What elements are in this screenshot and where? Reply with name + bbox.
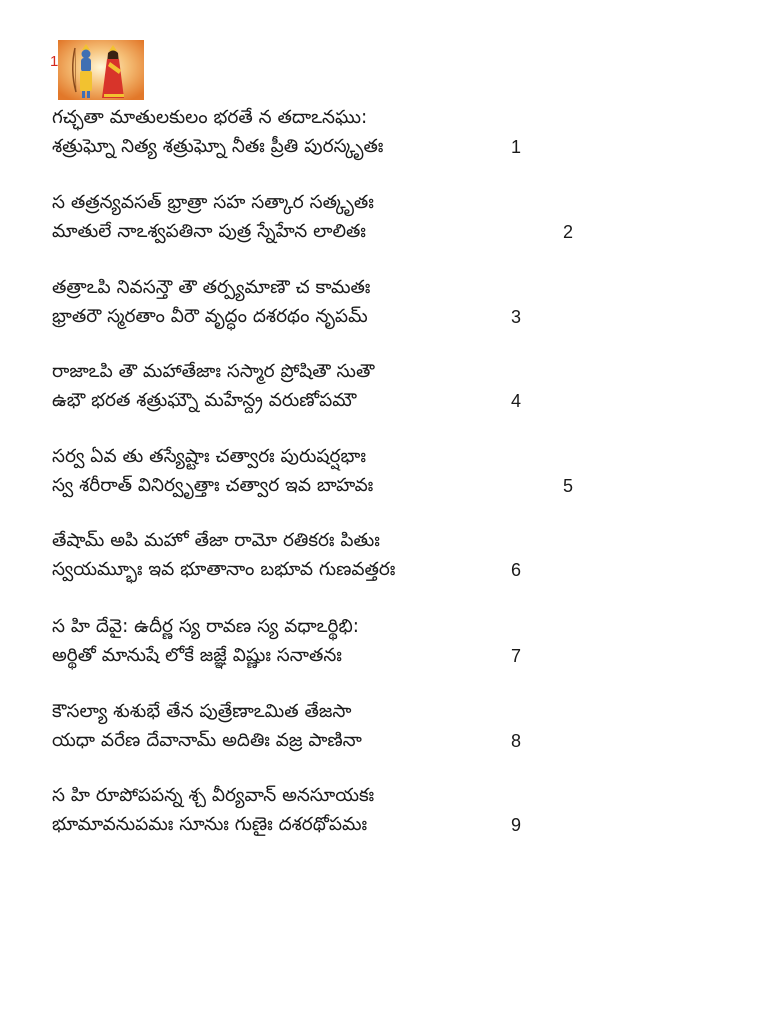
verse-line: యధా వరేణ దేవానామ్ అదితిః వజ్ర పాణినా bbox=[52, 730, 362, 751]
verse-line: మాతులే నాఽశ్వపతినా పుత్ర స్నేహేన లాలితః bbox=[52, 221, 366, 242]
verse-line: భూమావనుపమః సూనుః గుణైః దశరథోపమః bbox=[52, 814, 368, 835]
verse-number: 6 bbox=[511, 560, 522, 580]
verse-1 bbox=[52, 106, 652, 166]
verse-number: 4 bbox=[511, 391, 522, 411]
rama-sita-picture-icon bbox=[58, 40, 144, 100]
verse-7 bbox=[52, 615, 652, 675]
verse-number: 2 bbox=[563, 222, 574, 242]
verse-number: 9 bbox=[511, 815, 522, 835]
verse-line: స్వయమ్భూః ఇవ భూతానాం బభూవ గుణవత్తరః bbox=[52, 559, 396, 580]
verse-4 bbox=[52, 360, 652, 420]
verse-line: స హి దేవై: ఉదీర్ణ స్య రావణ స్య వధాఽర్థిభి: bbox=[52, 616, 359, 637]
rama-sita-picture bbox=[58, 40, 144, 100]
verse-line: తత్రాఽపి నివసన్తౌ తౌ తర్ప్యమాణౌ చ కామతః bbox=[52, 277, 371, 298]
verse-number: 7 bbox=[511, 646, 522, 666]
verse-5 bbox=[52, 445, 652, 505]
verse-line: శత్రుఘ్నో నిత్య శత్రుఘ్నో నీతః ప్రీతి పురస్కృతః bbox=[52, 136, 384, 157]
verse-6 bbox=[52, 529, 652, 589]
verse-line: గచ్ఛతా మాతులకులం భరతే న తదాఽనఘు: bbox=[52, 107, 368, 128]
verse-line: ఉభౌ భరత శత్రుఘ్నౌ మహేన్ద్ర వరుణోపమౌ bbox=[52, 390, 357, 411]
verse-line: రాజాఽపి తౌ మహాతేజాః సస్మార ప్రోషితౌ సుతౌ bbox=[52, 361, 375, 382]
verse-2 bbox=[52, 191, 652, 251]
verse-line: సర్వ ఏవ తు తస్యేష్టాః చత్వారః పురుషర్షభాః bbox=[52, 446, 367, 467]
verse-line: తేషామ్ అపి మహో తేజా రామో రతికరః పితుః bbox=[52, 530, 380, 551]
verse-line: స హి రూపోపపన్న శ్చ వీర్యవాన్ అనసూయకః bbox=[52, 785, 375, 806]
verse-number: 8 bbox=[511, 731, 522, 751]
verse-3 bbox=[52, 276, 652, 336]
verse-line: కౌసల్యా శుశుభే తేన పుత్రేణాఽమిత తేజసా bbox=[52, 701, 352, 722]
verse-line: స్వ శరీరాత్ వినిర్వృత్తాః చత్వార ఇవ బాహవః bbox=[52, 475, 374, 496]
verse-number: 3 bbox=[511, 307, 522, 327]
verse-line: అర్థితో మానుషే లోకే జజ్ఞే విష్ణుః సనాతనః bbox=[52, 645, 342, 666]
verse-line: స తత్రన్యవసత్ భ్రాత్రా సహ సత్కార సత్కృతః bbox=[52, 192, 374, 213]
verse-number: 1 bbox=[511, 137, 522, 157]
verse-8 bbox=[52, 700, 652, 760]
verse-number: 5 bbox=[563, 476, 574, 496]
verse-9 bbox=[52, 784, 652, 844]
verse-line: భ్రాతరౌ స్మరతాం వీరౌ వృద్ధం దశరథం నృపమ్ bbox=[52, 306, 368, 327]
page-number: 1 bbox=[50, 53, 59, 70]
